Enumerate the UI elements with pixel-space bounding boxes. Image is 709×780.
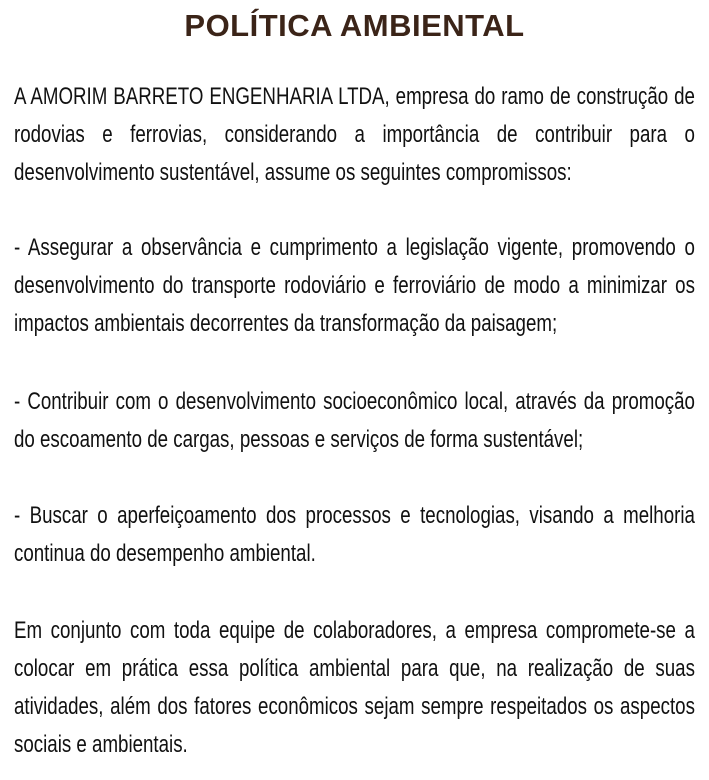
document-title: POLÍTICA AMBIENTAL xyxy=(184,8,525,43)
paragraph-commitment-legislation: - Assegurar a observância e cumprimento a legislação vigente, promovendo o desenvolvimento do transporte rodoviário e ferroviário de modo a minimizar os impactos ambientais decorrentes da transformação da paisagem; xyxy=(14,234,695,337)
paragraph-commitment-socioeconomic: - Contribuir com o desenvolvimento socioeconômico local, através da promoção do escoamento de cargas, pessoas e serviços de forma sustentável; xyxy=(14,388,695,453)
paragraph-intro: A AMORIM BARRETO ENGENHARIA LTDA, empresa do ramo de construção de rodovias e ferrovias, considerando a importância de contribuir para o desenvolvimento sustentável, assume os seguintes compromissos: xyxy=(14,83,695,186)
paragraph-conclusion: Em conjunto com toda equipe de colaboradores, a empresa compromete-se a colocar em prática essa política ambiental para que, na realização de suas atividades, além dos fatores econômicos sejam sempre respeitados os aspectos sociais e ambientais. xyxy=(14,617,695,758)
paragraph-commitment-improvement: - Buscar o aperfeiçoamento dos processos e tecnologias, visando a melhoria continua do desempenho ambiental. xyxy=(14,502,695,567)
